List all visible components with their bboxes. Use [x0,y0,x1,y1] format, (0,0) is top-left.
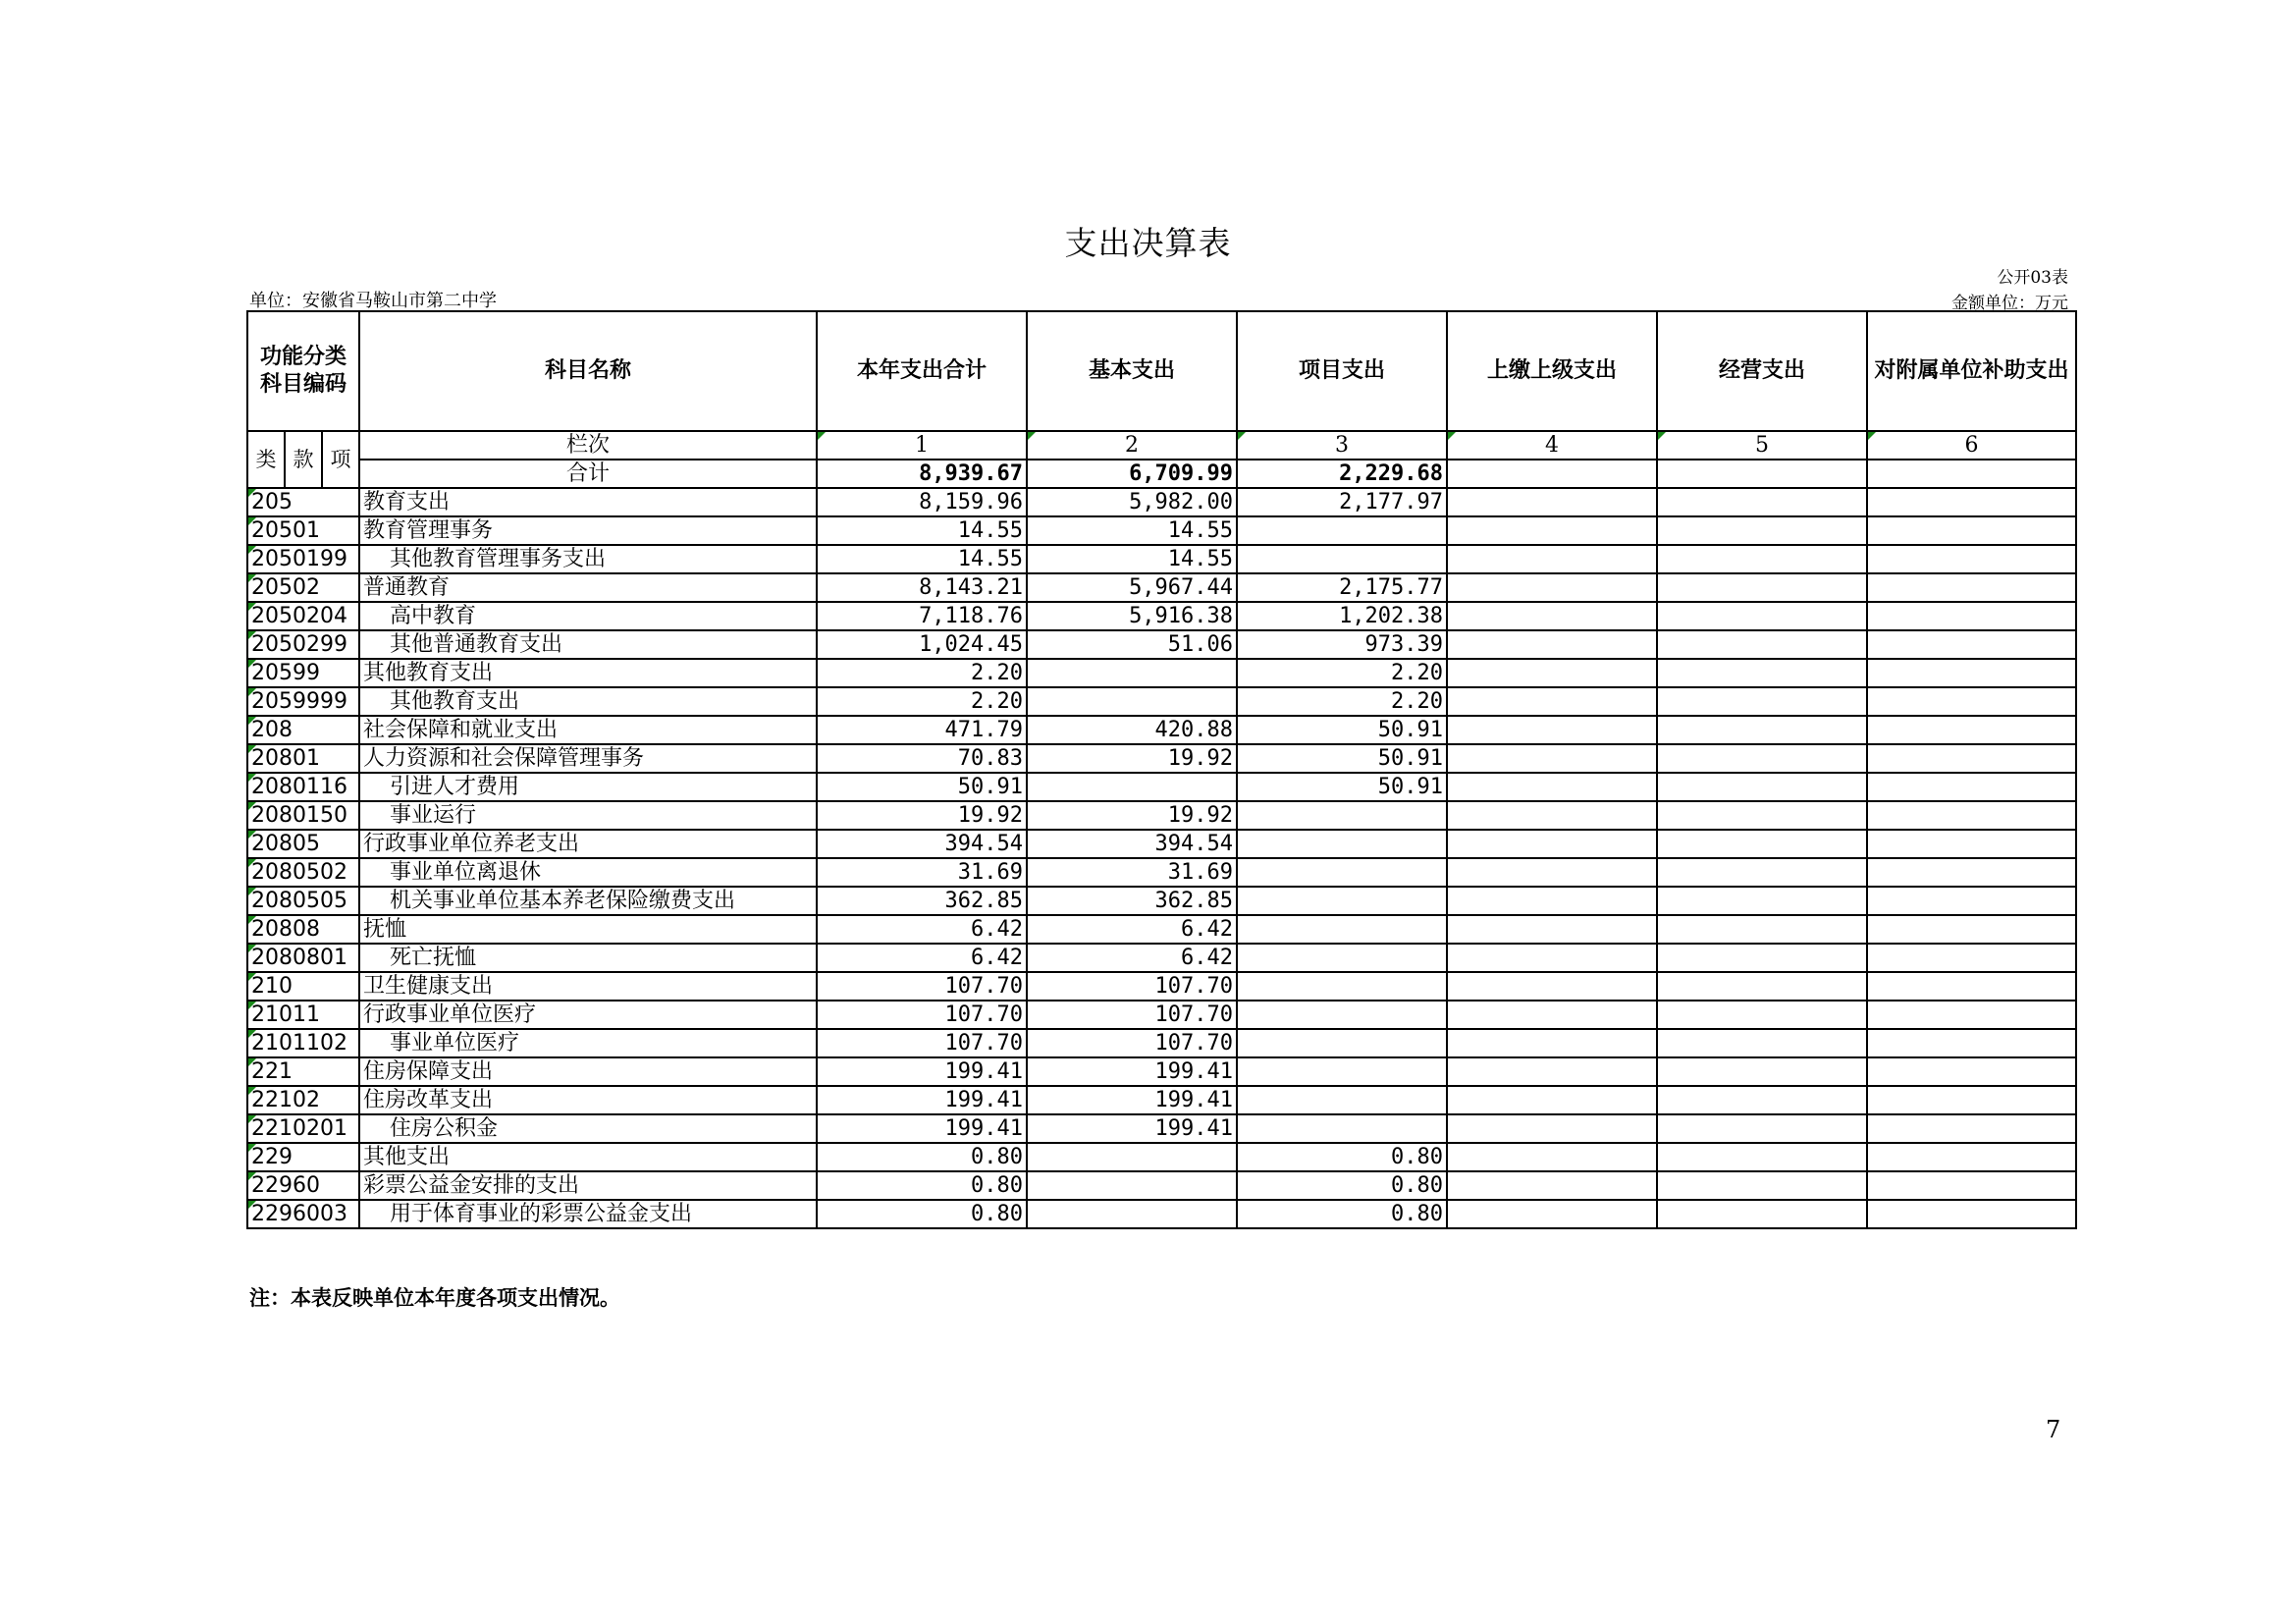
row-basic [1027,687,1237,716]
header-lei: 类 [247,431,285,488]
row-subsidy [1867,744,2076,773]
row-subsidy [1867,972,2076,1001]
row-basic: 6.42 [1027,944,1237,972]
row-name: 其他支出 [359,1143,817,1171]
row-business [1657,801,1867,830]
row-name: 行政事业单位医疗 [359,1001,817,1029]
row-project: 50.91 [1237,744,1447,773]
row-code: 20805 [247,830,359,858]
row-code: 20801 [247,744,359,773]
row-project: 973.39 [1237,630,1447,659]
col-index-3: 3 [1237,431,1447,460]
row-business [1657,516,1867,545]
unit-label: 单位：安徽省马鞍山市第二中学 [249,291,497,311]
row-project [1237,1057,1447,1086]
row-code: 2080801 [247,944,359,972]
row-code: 20599 [247,659,359,687]
row-upper [1447,630,1657,659]
column-index-row [247,431,2076,460]
total-label: 合计 [359,460,817,488]
row-code: 208 [247,716,359,744]
row-basic: 51.06 [1027,630,1237,659]
row-business [1657,1114,1867,1143]
row-total: 7,118.76 [817,602,1027,630]
row-upper [1447,659,1657,687]
table-row [247,830,2076,858]
row-subsidy [1867,1057,2076,1086]
row-business [1657,1001,1867,1029]
row-total: 107.70 [817,1001,1027,1029]
footnote: 注：本表反映单位本年度各项支出情况。 [249,1286,620,1310]
row-basic: 5,967.44 [1027,573,1237,602]
row-business [1657,1200,1867,1228]
row-business [1657,1086,1867,1114]
row-project: 50.91 [1237,773,1447,801]
total-business [1657,460,1867,488]
table-row [247,1086,2076,1114]
row-total: 31.69 [817,858,1027,887]
row-basic: 19.92 [1027,744,1237,773]
row-upper [1447,1057,1657,1086]
total-subsidy [1867,460,2076,488]
row-total: 8,159.96 [817,488,1027,516]
row-project: 0.80 [1237,1171,1447,1200]
header-name: 科目名称 [359,311,817,431]
row-code: 2050199 [247,545,359,573]
row-basic: 6.42 [1027,915,1237,944]
row-subsidy [1867,915,2076,944]
table-row [247,773,2076,801]
row-code: 22102 [247,1086,359,1114]
row-code: 2080116 [247,773,359,801]
row-upper [1447,858,1657,887]
row-business [1657,830,1867,858]
header-business: 经营支出 [1657,311,1867,431]
row-business [1657,972,1867,1001]
row-total: 362.85 [817,887,1027,915]
row-name: 人力资源和社会保障管理事务 [359,744,817,773]
row-business [1657,687,1867,716]
row-code: 2050299 [247,630,359,659]
row-project [1237,801,1447,830]
col-index-5: 5 [1657,431,1867,460]
row-name: 死亡抚恤 [359,944,817,972]
row-business [1657,858,1867,887]
row-subsidy [1867,1029,2076,1057]
row-total: 199.41 [817,1114,1027,1143]
table-row [247,944,2076,972]
row-upper [1447,1086,1657,1114]
header-basic: 基本支出 [1027,311,1237,431]
row-basic: 107.70 [1027,972,1237,1001]
row-business [1657,1143,1867,1171]
row-total: 14.55 [817,545,1027,573]
row-upper [1447,944,1657,972]
row-name: 用于体育事业的彩票公益金支出 [359,1200,817,1228]
row-name: 住房公积金 [359,1114,817,1143]
header-upper: 上缴上级支出 [1447,311,1657,431]
total-basic: 6,709.99 [1027,460,1237,488]
row-code: 2210201 [247,1114,359,1143]
row-project: 2,175.77 [1237,573,1447,602]
row-subsidy [1867,516,2076,545]
table-row [247,1001,2076,1029]
row-subsidy [1867,830,2076,858]
row-upper [1447,573,1657,602]
table-row [247,659,2076,687]
row-total: 6.42 [817,915,1027,944]
row-business [1657,1057,1867,1086]
row-basic: 420.88 [1027,716,1237,744]
row-subsidy [1867,602,2076,630]
row-name: 社会保障和就业支出 [359,716,817,744]
row-code: 20808 [247,915,359,944]
row-total: 471.79 [817,716,1027,744]
row-basic: 199.41 [1027,1114,1237,1143]
row-basic: 107.70 [1027,1001,1237,1029]
row-total: 70.83 [817,744,1027,773]
row-basic [1027,1200,1237,1228]
row-business [1657,659,1867,687]
row-business [1657,944,1867,972]
row-subsidy [1867,801,2076,830]
row-total: 6.42 [817,944,1027,972]
row-business [1657,1171,1867,1200]
row-business [1657,573,1867,602]
total-project: 2,229.68 [1237,460,1447,488]
row-upper [1447,602,1657,630]
row-basic: 107.70 [1027,1029,1237,1057]
row-basic: 394.54 [1027,830,1237,858]
row-total: 19.92 [817,801,1027,830]
row-subsidy [1867,1114,2076,1143]
table-row [247,1057,2076,1086]
table-row [247,488,2076,516]
row-project [1237,545,1447,573]
row-upper [1447,488,1657,516]
table-row [247,972,2076,1001]
row-business [1657,716,1867,744]
row-total: 14.55 [817,516,1027,545]
row-upper [1447,887,1657,915]
row-total: 394.54 [817,830,1027,858]
row-subsidy [1867,488,2076,516]
row-code: 2080502 [247,858,359,887]
col-index-2: 2 [1027,431,1237,460]
header-lanci: 栏次 [359,431,817,460]
row-total: 0.80 [817,1200,1027,1228]
header-code: 功能分类科目编码 [247,311,359,431]
row-name: 事业运行 [359,801,817,830]
row-code: 2059999 [247,687,359,716]
row-project [1237,1114,1447,1143]
row-code: 221 [247,1057,359,1086]
col-index-4: 4 [1447,431,1657,460]
row-upper [1447,1143,1657,1171]
row-business [1657,545,1867,573]
row-basic: 199.41 [1027,1057,1237,1086]
row-basic: 5,982.00 [1027,488,1237,516]
row-project [1237,1029,1447,1057]
row-subsidy [1867,773,2076,801]
row-project [1237,972,1447,1001]
row-project: 2.20 [1237,687,1447,716]
row-project [1237,830,1447,858]
table-row [247,887,2076,915]
row-name: 行政事业单位养老支出 [359,830,817,858]
row-business [1657,773,1867,801]
row-project: 0.80 [1237,1200,1447,1228]
row-business [1657,1029,1867,1057]
table-row [247,716,2076,744]
row-project [1237,1086,1447,1114]
row-total: 8,143.21 [817,573,1027,602]
row-name: 住房改革支出 [359,1086,817,1114]
row-code: 205 [247,488,359,516]
col-index-1: 1 [817,431,1027,460]
row-upper [1447,1200,1657,1228]
row-code: 2296003 [247,1200,359,1228]
row-subsidy [1867,573,2076,602]
expenditure-table [246,310,2077,1229]
header-subsidy: 对附属单位补助支出 [1867,311,2076,431]
table-row [247,573,2076,602]
row-name: 住房保障支出 [359,1057,817,1086]
row-upper [1447,801,1657,830]
row-business [1657,630,1867,659]
row-subsidy [1867,630,2076,659]
row-upper [1447,1029,1657,1057]
table-row [247,1143,2076,1171]
table-row [247,801,2076,830]
row-subsidy [1867,1086,2076,1114]
row-upper [1447,1001,1657,1029]
row-total: 50.91 [817,773,1027,801]
row-project [1237,915,1447,944]
table-row [247,1029,2076,1057]
row-name: 机关事业单位基本养老保险缴费支出 [359,887,817,915]
row-code: 210 [247,972,359,1001]
row-code: 22960 [247,1171,359,1200]
row-project [1237,1001,1447,1029]
row-upper [1447,545,1657,573]
row-basic [1027,659,1237,687]
row-code: 20501 [247,516,359,545]
row-business [1657,744,1867,773]
row-subsidy [1867,1200,2076,1228]
row-upper [1447,773,1657,801]
row-project: 2,177.97 [1237,488,1447,516]
total-upper [1447,460,1657,488]
row-subsidy [1867,887,2076,915]
row-total: 107.70 [817,1029,1027,1057]
row-total: 0.80 [817,1143,1027,1171]
header-kuan: 款 [285,431,322,488]
row-code: 2101102 [247,1029,359,1057]
row-upper [1447,716,1657,744]
row-project: 50.91 [1237,716,1447,744]
row-upper [1447,516,1657,545]
row-subsidy [1867,1143,2076,1171]
row-upper [1447,687,1657,716]
table-row [247,545,2076,573]
table-row [247,687,2076,716]
row-basic: 5,916.38 [1027,602,1237,630]
row-total: 199.41 [817,1086,1027,1114]
table-row [247,1114,2076,1143]
row-business [1657,602,1867,630]
row-code: 20502 [247,573,359,602]
row-name: 其他普通教育支出 [359,630,817,659]
table-tag: 公开03表 [1997,268,2068,288]
row-name: 卫生健康支出 [359,972,817,1001]
row-name: 高中教育 [359,602,817,630]
row-total: 0.80 [817,1171,1027,1200]
table-row [247,744,2076,773]
row-basic [1027,773,1237,801]
table-row [247,858,2076,887]
row-subsidy [1867,659,2076,687]
row-upper [1447,1171,1657,1200]
table-row [247,602,2076,630]
row-upper [1447,744,1657,773]
row-basic: 31.69 [1027,858,1237,887]
header-xiang: 项 [322,431,359,488]
row-business [1657,887,1867,915]
row-total: 1,024.45 [817,630,1027,659]
row-basic: 199.41 [1027,1086,1237,1114]
total-row [247,460,2076,488]
row-name: 其他教育管理事务支出 [359,545,817,573]
row-project: 2.20 [1237,659,1447,687]
row-code: 2050204 [247,602,359,630]
total-total: 8,939.67 [817,460,1027,488]
row-project: 0.80 [1237,1143,1447,1171]
row-upper [1447,1114,1657,1143]
row-subsidy [1867,1171,2076,1200]
row-project [1237,887,1447,915]
row-business [1657,488,1867,516]
row-code: 229 [247,1143,359,1171]
row-code: 2080150 [247,801,359,830]
row-subsidy [1867,545,2076,573]
row-name: 教育支出 [359,488,817,516]
row-upper [1447,830,1657,858]
row-subsidy [1867,944,2076,972]
row-subsidy [1867,687,2076,716]
row-name: 事业单位医疗 [359,1029,817,1057]
row-basic: 14.55 [1027,516,1237,545]
row-project [1237,858,1447,887]
table-row [247,1200,2076,1228]
header-row [247,311,2076,431]
row-project [1237,516,1447,545]
row-name: 普通教育 [359,573,817,602]
money-unit-label: 金额单位：万元 [1951,294,2068,313]
row-basic: 19.92 [1027,801,1237,830]
row-total: 2.20 [817,687,1027,716]
page-title: 支出决算表 [1064,224,1232,262]
col-index-6: 6 [1867,431,2076,460]
row-name: 抚恤 [359,915,817,944]
row-name: 引进人才费用 [359,773,817,801]
row-business [1657,915,1867,944]
header-project: 项目支出 [1237,311,1447,431]
row-name: 其他教育支出 [359,659,817,687]
row-subsidy [1867,716,2076,744]
row-upper [1447,915,1657,944]
row-project: 1,202.38 [1237,602,1447,630]
row-basic [1027,1143,1237,1171]
page-number: 7 [2046,1416,2061,1443]
row-subsidy [1867,858,2076,887]
row-basic: 362.85 [1027,887,1237,915]
row-basic: 14.55 [1027,545,1237,573]
table-row [247,516,2076,545]
row-code: 2080505 [247,887,359,915]
row-name: 彩票公益金安排的支出 [359,1171,817,1200]
header-total: 本年支出合计 [817,311,1027,431]
row-name: 教育管理事务 [359,516,817,545]
row-upper [1447,972,1657,1001]
table-row [247,1171,2076,1200]
row-total: 2.20 [817,659,1027,687]
row-name: 事业单位离退休 [359,858,817,887]
row-basic [1027,1171,1237,1200]
table-row [247,630,2076,659]
row-total: 107.70 [817,972,1027,1001]
row-project [1237,944,1447,972]
row-subsidy [1867,1001,2076,1029]
table-row [247,915,2076,944]
row-code: 21011 [247,1001,359,1029]
row-total: 199.41 [817,1057,1027,1086]
row-name: 其他教育支出 [359,687,817,716]
